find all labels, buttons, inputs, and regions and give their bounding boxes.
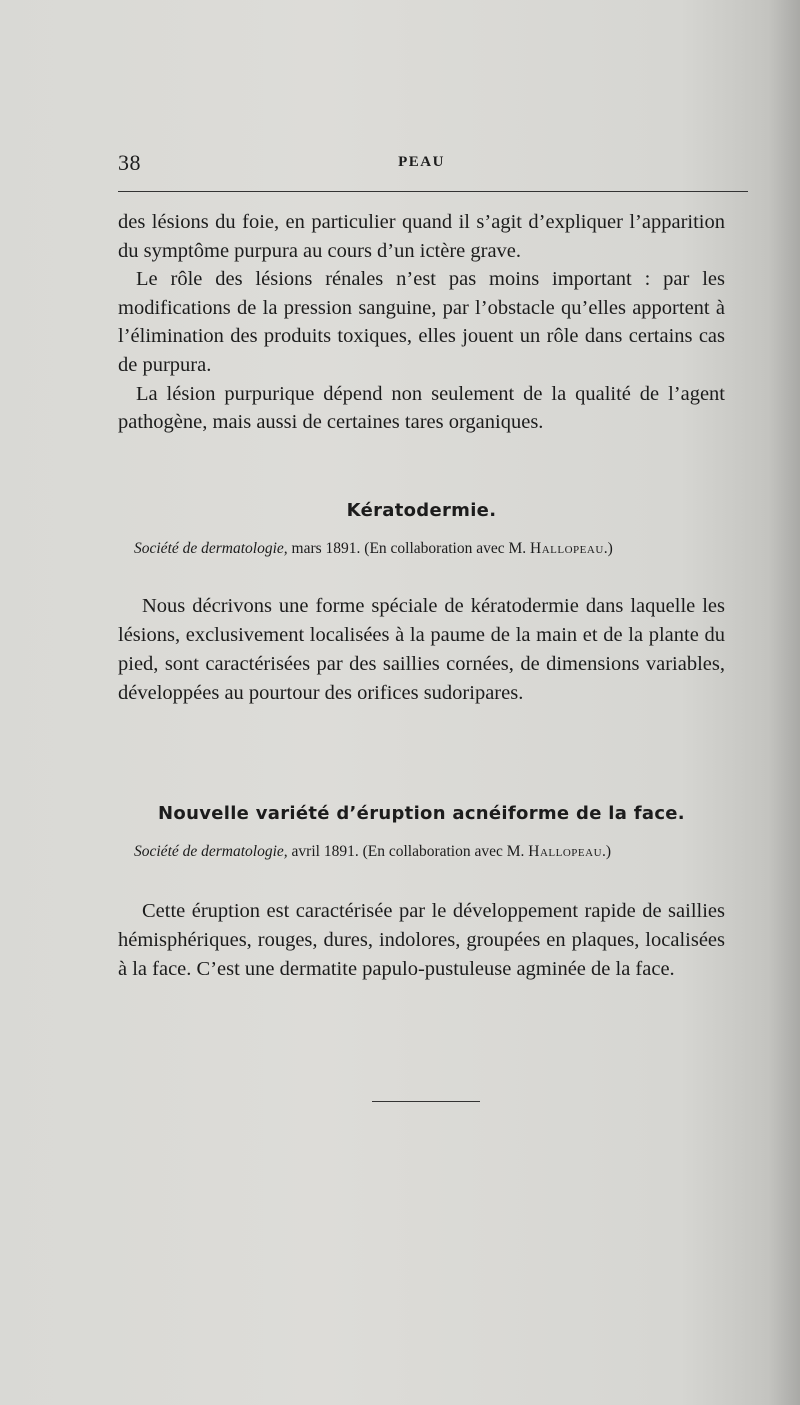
source-date: mars 1891. (En collaboration avec M. <box>291 540 527 557</box>
source-journal: Société de dermatologie, <box>134 540 288 557</box>
intro-paragraph: La lésion purpurique dépend non seulement de la qualité de l’agent pathogène, mais aussi de certaines tares organiques. <box>118 382 725 434</box>
section-title: Nouvelle variété d’éruption acnéiforme de la face. <box>158 803 685 824</box>
source-author: Hallopeau <box>530 540 604 557</box>
running-head: PEAU <box>398 154 445 170</box>
source-end: .) <box>603 540 613 557</box>
section-source <box>134 843 725 861</box>
end-rule <box>372 1101 480 1102</box>
intro-paragraph: des lésions du foie, en particulier quand il s’agit d’expliquer l’apparition du symptôme purpura au cours d’un ictère grave. <box>118 211 725 262</box>
abstract-paragraph: Nous décrivons une forme spéciale de kératodermie dans laquelle les lésions, exclusivement localisées à la paume de la main et de la plante du pied, sont caractérisées par des saillies cornées, de dimensions variables, développées au pourtour des orifices sudoripares. <box>118 595 725 704</box>
section-abstract <box>118 592 725 708</box>
section-source <box>134 540 725 558</box>
source-date: avril 1891. (En collaboration avec M. <box>291 843 525 860</box>
header-rule <box>118 191 748 192</box>
page-header <box>118 150 725 176</box>
section-abstract <box>118 897 725 984</box>
source-journal: Société de dermatologie, <box>134 843 288 860</box>
abstract-paragraph: Cette éruption est caractérisée par le développement rapide de saillies hémisphériques, rouges, dures, indolores, groupées en plaques, localisées à la face. C’est une dermatite papulo-pustuleuse agminée de la face. <box>118 900 725 980</box>
source-end: .) <box>602 843 612 860</box>
source-author: Hallopeau <box>528 843 603 860</box>
page-number: 38 <box>118 150 141 175</box>
section-title: Kératodermie. <box>346 500 497 521</box>
intro-paragraph: Le rôle des lésions rénales n’est pas moins important : par les modifications de la pression sanguine, par l’obstacle qu’elles apportent à l’élimination des produits toxiques, elles jouent un rôle dans certains cas de purpura. <box>118 268 725 376</box>
intro-text <box>118 208 725 437</box>
